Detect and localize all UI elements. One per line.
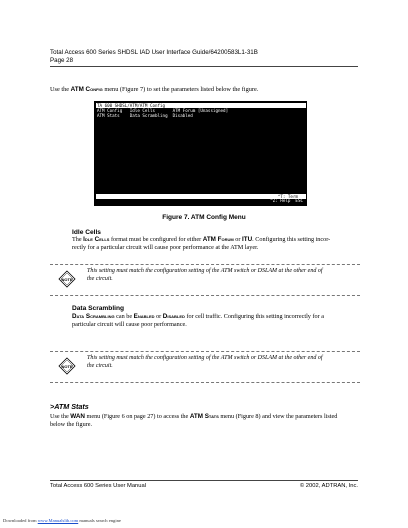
terminal-help-hint: ^Z: Help ESC: [270, 198, 303, 204]
header-divider: [50, 66, 358, 67]
footer-copyright: © 2002, ADTRAN, Inc.: [299, 483, 358, 489]
data-scrambling-option-disabled: Disabled: [162, 313, 185, 320]
intro-menu-name: ATM Config: [70, 86, 103, 93]
header-title: Total Access 600 Series SHDSL IAD User Interface Guide/64200583L1-31B: [50, 49, 258, 56]
section-title-atm-stats: >ATM Stats: [50, 402, 89, 411]
intro-paragraph: [50, 86, 360, 93]
terminal-screenshot: [94, 101, 307, 206]
atm-stats-menu-name: ATM Stats: [189, 413, 219, 420]
atm-stats-wan-menu: WAN: [70, 413, 85, 420]
terminal-status-right: ^T: Term: [277, 194, 298, 199]
figure-caption: Figure 7. ATM Config Menu: [162, 214, 246, 221]
note-icon: [58, 270, 76, 290]
section-title-data-scrambling: Data Scrambling: [72, 305, 125, 312]
terminal-status-left: SHDSL SHDSL IAD: [107, 199, 145, 204]
idle-cells-term: Idle Cells: [83, 236, 110, 243]
idle-cells-option-atm-forum: ATM Forum: [202, 236, 234, 243]
svg-text:NOTE: NOTE: [61, 364, 73, 369]
note-box-idle-cells: [50, 264, 360, 296]
idle-cells-text-line2: rectly for a particular circuit will cause poor performance at the ATM layer.: [72, 244, 259, 251]
note-text-line2: the circuit.: [87, 275, 113, 282]
terminal-title-bar: TA 600 SHDSL/ATM/ATM Config: [96, 103, 306, 108]
data-scrambling-term: Data Scrambling: [72, 313, 115, 320]
footer-manual-title: Total Access 600 Series User Manual: [50, 483, 147, 489]
note-text-line1: This setting must match the configuration setting of the ATM switch or DSLAM at the other end of: [87, 355, 323, 361]
data-scrambling-text: can be: [114, 313, 134, 320]
idle-cells-option-itu: ITU: [242, 236, 253, 243]
section-title-idle-cells: Idle Cells: [72, 229, 101, 236]
idle-cells-text: format must be configured for either: [109, 236, 203, 243]
idle-cells-text: or: [233, 236, 242, 243]
download-watermark: [3, 518, 121, 523]
header-page-number: Page 28: [50, 57, 74, 64]
atm-stats-text-line2: below the figure.: [50, 421, 93, 428]
download-link[interactable]: www.Manualslib.com: [37, 518, 79, 523]
note-icon: [58, 357, 76, 377]
note-text-line2: the circuit.: [87, 362, 113, 369]
data-scrambling-paragraph: [72, 313, 362, 329]
idle-cells-text: . Configuring this setting incor-: [252, 236, 331, 243]
atm-stats-text: menu (Figure 8) and view the parameters listed: [218, 413, 338, 420]
svg-text:NOTE: NOTE: [61, 277, 73, 282]
idle-cells-paragraph: [72, 236, 362, 252]
download-text-post: manuals search engine: [78, 518, 121, 523]
note-text: [87, 355, 352, 370]
data-scrambling-option-enabled: Enabled: [133, 313, 155, 320]
idle-cells-text: The: [72, 236, 84, 243]
data-scrambling-text: or: [154, 313, 163, 320]
intro-text-post: menu (Figure 7) to set the parameters listed below the figure.: [102, 86, 259, 93]
atm-stats-text: menu (Figure 6 on page 27) to access the: [84, 413, 190, 420]
note-text: [87, 268, 352, 283]
atm-stats-text: Use the: [50, 413, 71, 420]
terminal-row-atm-config: ATM Config Idle Cells ATM Forum [Unassigned]: [97, 108, 229, 113]
atm-stats-paragraph: [50, 413, 362, 429]
download-text-pre: Downloaded from: [3, 518, 38, 523]
data-scrambling-text: for cell traffic. Configuring this setting incorrectly for a: [184, 313, 324, 320]
terminal-row-atm-stats: ATM Stats Data Scrambling Disabled: [97, 113, 193, 118]
footer-divider: [50, 480, 358, 481]
data-scrambling-text-line2: particular circuit will cause poor performance.: [72, 321, 187, 328]
intro-text-pre: Use the: [50, 86, 71, 93]
note-box-data-scrambling: [50, 351, 360, 383]
note-text-line1: This setting must match the configuration setting of the ATM switch or DSLAM at the other end of: [87, 268, 323, 274]
